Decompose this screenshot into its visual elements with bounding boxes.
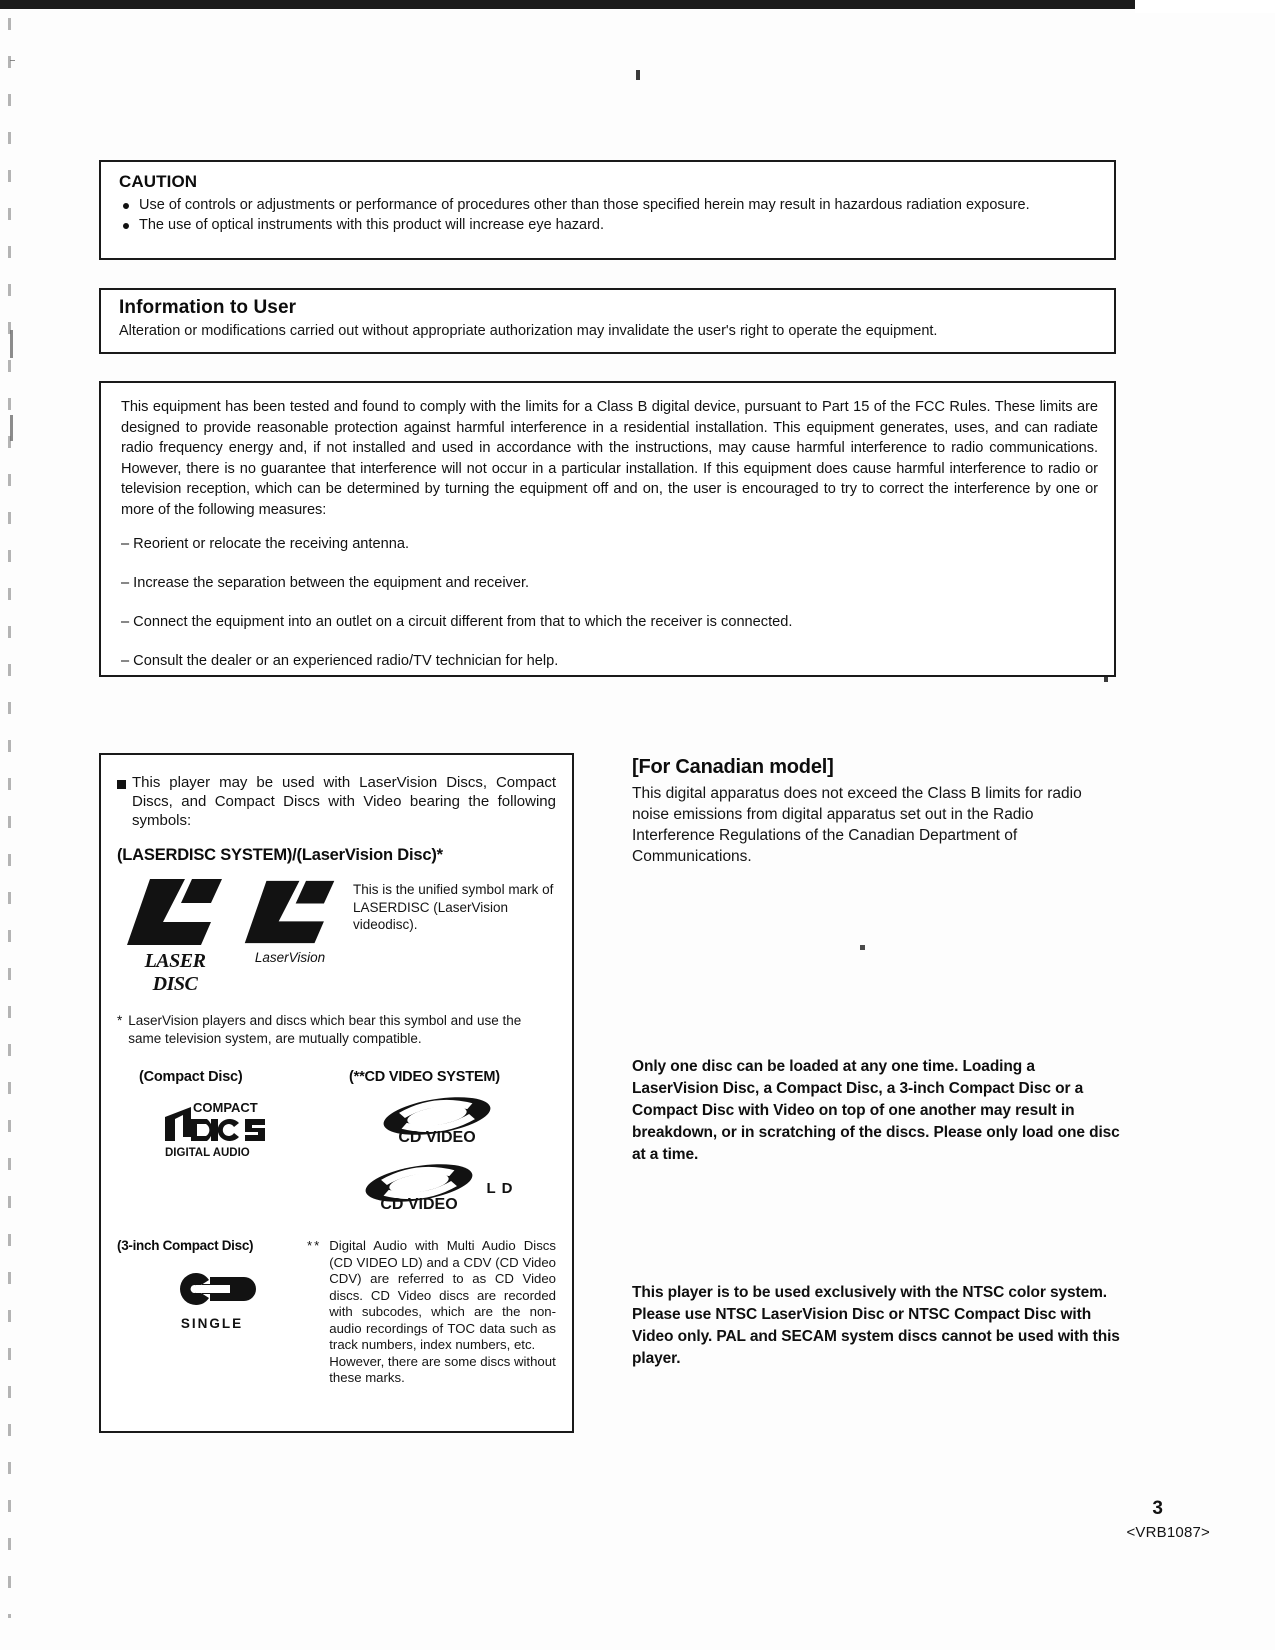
cd-video-system-heading: (**CD VIDEO SYSTEM) — [349, 1069, 500, 1085]
scan-speck — [860, 945, 865, 950]
fcc-measure: – Consult the dealer or an experienced radio/TV technician for help. — [121, 653, 559, 669]
information-text: Alteration or modifications carried out without appropriate authorization may invalidate the user's right to operate the equipment. — [119, 323, 938, 339]
information-heading: Information to User — [119, 297, 297, 318]
scan-tick — [10, 60, 15, 61]
symbols-intro-text: This player may be used with LaserVision Discs, Compact Discs, and Compact Discs with Video bearing the following symbols: — [132, 774, 556, 829]
ntsc-warning-text: This player is to be used exclusively with the NTSC color system. Please use NTSC LaserVision Disc or NTSC Compact Disc with Video only. PAL and SECAM system discs cannot be used with this player. — [632, 1284, 1120, 1367]
caution-item: Use of controls or adjustments or performance of procedures other than those specified herein may result in hazardous radiation exposure. — [119, 196, 1100, 215]
fcc-measure: – Increase the separation between the equipment and receiver. — [121, 575, 530, 591]
compact-disc-digital-audio-icon — [161, 1097, 273, 1159]
cd-single-logo-block — [117, 1269, 307, 1331]
fcc-statement-box — [99, 381, 1116, 677]
svg-text:COMPACT: COMPACT — [193, 1100, 258, 1115]
scan-tick — [10, 330, 13, 358]
cd-video-logo — [378, 1097, 496, 1150]
scan-edge-top-gap — [1135, 0, 1275, 13]
laserdisc-system-heading: (LASERDISC SYSTEM)/(LaserVision Disc)* — [117, 846, 443, 864]
canadian-model-heading: [For Canadian model] — [632, 756, 834, 778]
laservision-footnote — [117, 1012, 556, 1047]
cd-video-swirl-icon — [378, 1097, 496, 1145]
caution-list — [119, 196, 1100, 235]
cd-video-ld-logo — [360, 1164, 514, 1212]
cdv-footnote-text-last: However, there are some discs without these marks. — [329, 1353, 556, 1385]
svg-text:DIGITAL AUDIO: DIGITAL AUDIO — [165, 1147, 250, 1159]
three-inch-left-column — [117, 1238, 307, 1387]
three-inch-section — [117, 1238, 556, 1387]
laserdisc-logo-block — [123, 875, 227, 996]
laserdisc-logo-row — [117, 875, 556, 996]
ntsc-warning — [632, 1282, 1124, 1370]
symbols-intro-row — [117, 773, 556, 830]
canadian-model-section — [632, 756, 1118, 867]
svg-text:CD VIDEO: CD VIDEO — [397, 1129, 476, 1145]
page-number: 3 — [1152, 1498, 1163, 1519]
caution-heading: CAUTION — [119, 172, 198, 191]
compact-disc-heading: (Compact Disc) — [139, 1069, 243, 1085]
fcc-measure: – Connect the equipment into an outlet on a circuit different from that to which the receiver is connected. — [121, 614, 793, 630]
loading-warning — [632, 1056, 1124, 1166]
footnote-star-marker: * — [117, 1013, 123, 1028]
information-to-user-box — [99, 288, 1116, 354]
fcc-paragraph: This equipment has been tested and found to comply with the limits for a Class B digital device, pursuant to Part 15 of the FCC Rules. These limits are designed to provide reasonable protection against harmful interference in a residential installation. This equipment generates, uses, and can radiate radio frequency energy and, if not installed and used in accordance with the instructions, may cause harmful interference to radio communications. However, there is no guarantee that interference will not occur in a particular installation. If this equipment does cause harmful interference to radio or television reception, which can be determined by turning the equipment off and on, the user is encouraged to try to correct the interference by one or more of the following measures: — [121, 399, 1098, 518]
page-code: <VRB1087> — [1126, 1524, 1210, 1541]
ld-tag-label: L D — [486, 1179, 514, 1197]
footnote-star-text: LaserVision players and discs which bear this symbol and use the same television system, are mutually compatible. — [128, 1013, 522, 1046]
caution-box — [99, 160, 1116, 260]
caution-item: The use of optical instruments with this product will increase eye hazard. — [119, 216, 1100, 235]
disc-symbols-box — [99, 753, 574, 1433]
cdv-footnote-text: Digital Audio with Multi Audio Discs (CD VIDEO LD) and a CDV (CD Video CDV) are referred to as CD Video discs. CD Video discs are recorded with subcodes, which are the non-audio recordings of TOC data such as track numbers, index numbers, etc. — [329, 1238, 556, 1352]
canadian-model-text: This digital apparatus does not exceed the Class B limits for radio noise emissions from digital apparatus set out in the Radio Interference Regulations of the Canadian Department of Communications. — [632, 785, 1082, 865]
laservision-wordmark: LaserVision — [254, 950, 326, 965]
cd-single-label: SINGLE — [180, 1316, 244, 1331]
three-inch-heading: (3-inch Compact Disc) — [117, 1238, 254, 1253]
laserdisc-mark-icon — [123, 875, 227, 949]
cd-digital-audio-logo-block — [117, 1097, 317, 1212]
cd-video-logo-block — [317, 1097, 556, 1212]
double-star-marker: ** — [307, 1238, 322, 1253]
svg-text:CD VIDEO: CD VIDEO — [379, 1196, 458, 1212]
cdv-footnote — [307, 1238, 556, 1387]
cd-single-icon — [166, 1269, 258, 1309]
scan-speck — [636, 70, 640, 80]
fcc-measure: – Reorient or relocate the receiving antenna. — [121, 536, 409, 552]
scan-tick — [10, 415, 13, 441]
scan-edge-left — [8, 18, 11, 1618]
cdv-footnote-body — [329, 1238, 556, 1387]
scan-edge-top — [0, 0, 1275, 9]
disc-type-headings — [117, 1069, 556, 1085]
unified-symbol-note: This is the unified symbol mark of LASERDISC (LaserVision videodisc). — [353, 882, 554, 932]
laservision-mark-icon — [241, 875, 339, 949]
loading-warning-text: Only one disc can be loaded at any one time. Loading a LaserVision Disc, a Compact Disc, a 3-inch Compact Disc or a Compact Disc with Video on top of one another may result in breakdown, or in scratching of the discs. Please only load one disc at a time. — [632, 1058, 1120, 1163]
laserdisc-wordmark: LASER DISC — [144, 950, 206, 995]
cd-video-ld-swirl-icon — [360, 1164, 478, 1212]
square-bullet-icon — [117, 780, 126, 789]
laservision-logo-block — [241, 875, 339, 965]
disc-logo-grid — [117, 1097, 556, 1212]
